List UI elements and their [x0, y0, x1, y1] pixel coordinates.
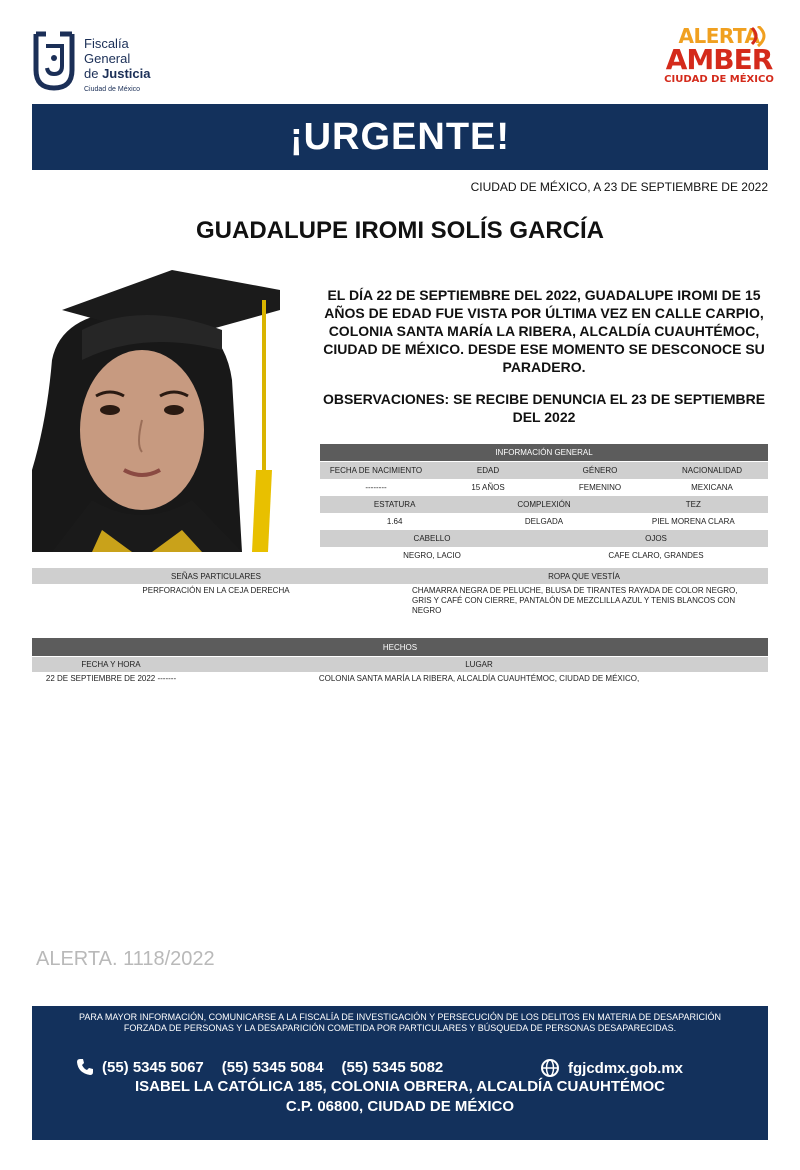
address-line2: C.P. 06800, CIUDAD DE MÉXICO — [285, 1098, 515, 1115]
header-birthdate: FECHA DE NACIMIENTO — [329, 466, 423, 475]
header-place: LUGAR — [465, 660, 493, 669]
value-nationality: MEXICANA — [691, 483, 733, 492]
facts-title: HECHOS — [382, 642, 418, 652]
phone-numbers — [76, 1058, 461, 1076]
address-line1: ISABEL LA CATÓLICA 185, COLONIA OBRERA, ALCALDÍA CUAUHTÉMOC — [134, 1078, 665, 1095]
fgj-line3-prefix: de — [84, 66, 103, 81]
value-date-time: 22 DE SEPTIEMBRE DE 2022 ------- — [45, 674, 177, 683]
header-complexion: TEZ — [685, 500, 701, 509]
value-build: DELGADA — [524, 517, 564, 526]
value-height: 1.64 — [386, 517, 403, 526]
urgent-banner — [32, 104, 768, 170]
info-title: INFORMACIÓN GENERAL — [495, 448, 593, 457]
info-row2-values — [320, 513, 768, 530]
phone-number-3[interactable]: (55) 5345 5082 — [341, 1058, 444, 1076]
features-header-row — [32, 568, 768, 584]
person-photo — [32, 270, 280, 552]
header-gender: GÉNERO — [582, 466, 618, 475]
value-hair: NEGRO, LACIO — [403, 551, 461, 560]
amber-line2: AMBER — [665, 43, 773, 76]
header-distinguishing-marks: SEÑAS PARTICULARES — [171, 571, 261, 581]
value-age: 15 AÑOS — [471, 483, 505, 492]
header-hair: CABELLO — [413, 534, 451, 543]
header-eyes: OJOS — [645, 534, 667, 543]
observations: OBSERVACIONES: SE RECIBE DENUNCIA EL 23 DE SEPTIEMBRE DEL 2022 — [322, 391, 766, 425]
fgj-line2: General — [84, 51, 131, 66]
header-build: COMPLEXIÓN — [517, 500, 571, 509]
amber-line3: CIUDAD DE MÉXICO — [664, 74, 774, 85]
features-values-row — [32, 585, 768, 616]
header-clothing: ROPA QUE VESTÍA — [548, 571, 620, 581]
info-row2-headers — [320, 496, 768, 513]
value-place: COLONIA SANTA MARÍA LA RIBERA, ALCALDÍA CUAUHTÉMOC, CIUDAD DE MÉXICO, — [318, 674, 640, 683]
info-row1-headers — [320, 462, 768, 479]
facts-values-row — [32, 674, 768, 683]
info-title-row — [320, 444, 768, 461]
amber-signal-icon — [748, 26, 774, 48]
urgent-title: ¡URGENTE! — [289, 115, 511, 158]
header-height: ESTATURA — [373, 500, 416, 509]
alert-number: ALERTA. 1118/2022 — [36, 948, 215, 970]
info-row3-headers — [320, 530, 768, 547]
facts-header-row — [32, 657, 768, 672]
website — [540, 1058, 683, 1078]
website-link[interactable]: fgjcdmx.gob.mx — [568, 1059, 684, 1077]
globe-icon — [540, 1058, 560, 1078]
footer-note-line1: PARA MAYOR INFORMACIÓN, COMUNICARSE A LA FISCALÍA DE INVESTIGACIÓN Y PERSECUCIÓN DE LOS DELITOS EN MATERIA DE DESAPARICIÓN — [79, 1012, 721, 1022]
facts-title-row — [32, 638, 768, 656]
info-row3-values — [320, 547, 768, 564]
header-age: EDAD — [476, 466, 500, 475]
disappearance-description: EL DÍA 22 DE SEPTIEMBRE DEL 2022, GUADALUPE IROMI DE 15 AÑOS DE EDAD FUE VISTA POR ÚLTIMA VEZ EN CALLE CARPIO, COLONIA SANTA MARÍA LA RIBERA, ALCALDÍA CUAUHTÉMOC, CIUDAD DE MÉXICO. DESDE ESE MOMENTO SE DESCONOCE SU PARADERO. — [323, 287, 765, 375]
header-date-time: FECHA Y HORA — [81, 660, 141, 669]
person-name: GUADALUPE IROMI SOLÍS GARCÍA — [195, 217, 604, 244]
fgj-logo-icon — [32, 30, 78, 92]
value-eyes: CAFE CLARO, GRANDES — [608, 551, 704, 560]
date-line: CIUDAD DE MÉXICO, A 23 DE SEPTIEMBRE DE 2022 — [470, 180, 768, 194]
header-nationality: NACIONALIDAD — [681, 466, 742, 475]
phone-number-2[interactable]: (55) 5345 5084 — [221, 1058, 324, 1076]
value-birthdate: -------- — [365, 483, 387, 492]
fgj-logo — [32, 30, 162, 98]
amber-line1: ALERTA — [678, 24, 760, 48]
value-complexion: PIEL MORENA CLARA — [651, 517, 735, 526]
phone-icon — [76, 1058, 94, 1076]
fgj-logo-text — [84, 36, 151, 81]
info-row1-values — [320, 479, 768, 496]
fgj-line1: Fiscalía — [84, 36, 129, 51]
fgj-line3-bold: Justicia — [102, 66, 151, 81]
footer-note — [32, 1012, 768, 1034]
footer-contact — [32, 1006, 768, 1140]
value-distinguishing-marks: PERFORACIÓN EN LA CEJA DERECHA — [142, 586, 290, 595]
fgj-logo-subtitle: Ciudad de México — [84, 86, 141, 93]
value-clothing: CHAMARRA NEGRA DE PELUCHE, BLUSA DE TIRANTES RAYADA DE COLOR NEGRO, GRIS Y CAFÉ CON CIERRE, PANTALÓN DE MEZCLILLA AZUL Y TENIS BLANCOS CON NEGRO — [412, 586, 738, 615]
general-info-table — [320, 444, 768, 564]
footer-note-line2: FORZADA DE PERSONAS Y LA DESAPARICIÓN COMETIDA POR PARTICULARES Y BÚSQUEDA DE PERSONAS DESAPARECIDAS. — [123, 1023, 677, 1033]
amber-logo-icon — [664, 26, 774, 100]
phone-number-1[interactable]: (55) 5345 5067 — [102, 1058, 204, 1076]
value-gender: FEMENINO — [578, 483, 622, 492]
